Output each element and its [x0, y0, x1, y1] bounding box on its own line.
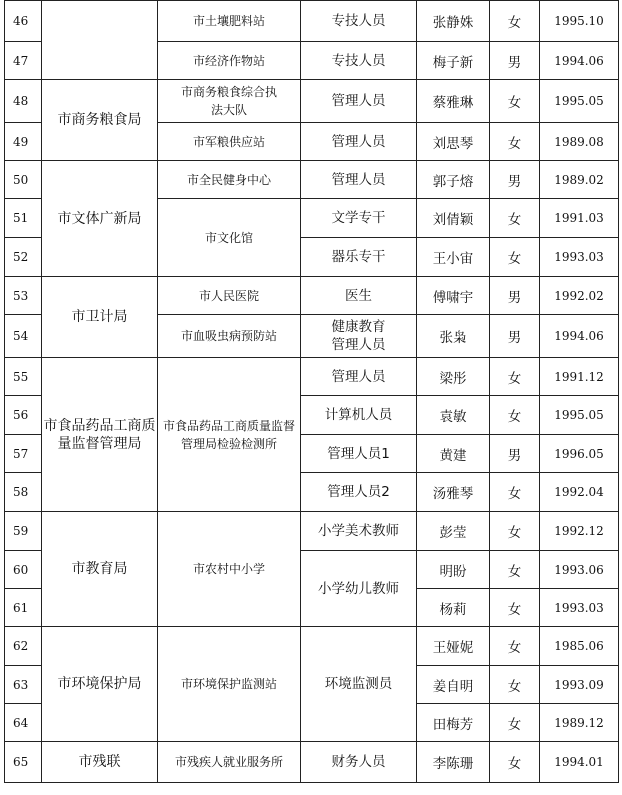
sex-cell: 女 — [490, 589, 540, 627]
birth-cell: 1993.03 — [540, 589, 619, 627]
name-cell: 王小宙 — [417, 238, 490, 277]
name-cell: 傅啸宇 — [417, 277, 490, 315]
name-cell: 姜自明 — [417, 666, 490, 704]
unit-cell: 市人民医院 — [158, 277, 301, 315]
table-row — [5, 742, 619, 783]
name-cell: 蔡雅琳 — [417, 80, 490, 123]
row-number: 52 — [5, 238, 42, 277]
name-cell: 袁敏 — [417, 396, 490, 435]
name-cell: 王娅妮 — [417, 627, 490, 666]
birth-cell: 1996.05 — [540, 435, 619, 473]
birth-cell: 1989.08 — [540, 123, 619, 161]
unit-cell: 市农村中小学 — [158, 512, 301, 627]
sex-cell: 女 — [490, 396, 540, 435]
unit-cell: 市土壤肥料站 — [158, 1, 301, 42]
birth-cell: 1994.06 — [540, 42, 619, 80]
department-cell: 市文体广新局 — [42, 161, 158, 277]
row-number: 64 — [5, 704, 42, 742]
sex-cell: 女 — [490, 358, 540, 396]
post-cell: 计算机人员 — [301, 396, 417, 435]
table-row — [5, 512, 619, 551]
sex-cell: 女 — [490, 1, 540, 42]
table-row — [5, 358, 619, 396]
table-row — [5, 80, 619, 123]
birth-cell: 1991.12 — [540, 358, 619, 396]
sex-cell: 女 — [490, 666, 540, 704]
post-cell: 环境监测员 — [301, 627, 417, 742]
name-cell: 杨莉 — [417, 589, 490, 627]
post-cell: 健康教育管理人员 — [301, 315, 417, 358]
name-cell: 郭子熔 — [417, 161, 490, 199]
sex-cell: 男 — [490, 277, 540, 315]
name-cell: 刘思琴 — [417, 123, 490, 161]
row-number: 59 — [5, 512, 42, 551]
sex-cell: 女 — [490, 627, 540, 666]
post-cell: 管理人员 — [301, 123, 417, 161]
birth-cell: 1993.09 — [540, 666, 619, 704]
unit-cell: 市军粮供应站 — [158, 123, 301, 161]
birth-cell: 1995.05 — [540, 396, 619, 435]
birth-cell: 1992.04 — [540, 473, 619, 512]
unit-cell: 市文化馆 — [158, 199, 301, 277]
birth-cell: 1985.06 — [540, 627, 619, 666]
sex-cell: 女 — [490, 512, 540, 551]
department-cell: 市卫计局 — [42, 277, 158, 358]
table-row — [5, 277, 619, 315]
post-cell: 管理人员1 — [301, 435, 417, 473]
row-number: 49 — [5, 123, 42, 161]
post-cell: 管理人员 — [301, 161, 417, 199]
sex-cell: 女 — [490, 551, 540, 589]
department-cell: 市环境保护局 — [42, 627, 158, 742]
unit-cell: 市商务粮食综合执法大队 — [158, 80, 301, 123]
unit-cell: 市全民健身中心 — [158, 161, 301, 199]
department-cell: 市商务粮食局 — [42, 80, 158, 161]
birth-cell: 1989.02 — [540, 161, 619, 199]
row-number: 54 — [5, 315, 42, 358]
post-cell: 器乐专干 — [301, 238, 417, 277]
name-cell: 汤雅琴 — [417, 473, 490, 512]
row-number: 57 — [5, 435, 42, 473]
personnel-table — [4, 0, 619, 783]
unit-cell: 市食品药品工商质量监督管理局检验检测所 — [158, 358, 301, 512]
name-cell: 刘倩颖 — [417, 199, 490, 238]
birth-cell: 1991.03 — [540, 199, 619, 238]
row-number: 58 — [5, 473, 42, 512]
sex-cell: 男 — [490, 161, 540, 199]
sex-cell: 男 — [490, 315, 540, 358]
unit-cell: 市环境保护监测站 — [158, 627, 301, 742]
row-number: 60 — [5, 551, 42, 589]
birth-cell: 1994.01 — [540, 742, 619, 783]
table-row — [5, 627, 619, 666]
post-cell: 专技人员 — [301, 42, 417, 80]
sex-cell: 男 — [490, 435, 540, 473]
post-cell: 小学美术教师 — [301, 512, 417, 551]
name-cell: 明盼 — [417, 551, 490, 589]
row-number: 51 — [5, 199, 42, 238]
sex-cell: 男 — [490, 42, 540, 80]
row-number: 61 — [5, 589, 42, 627]
post-cell: 小学幼儿教师 — [301, 551, 417, 627]
sex-cell: 女 — [490, 704, 540, 742]
birth-cell: 1989.12 — [540, 704, 619, 742]
row-number: 46 — [5, 1, 42, 42]
name-cell: 梅子新 — [417, 42, 490, 80]
birth-cell: 1995.05 — [540, 80, 619, 123]
row-number: 48 — [5, 80, 42, 123]
row-number: 62 — [5, 627, 42, 666]
department-cell: 市残联 — [42, 742, 158, 783]
post-cell: 管理人员2 — [301, 473, 417, 512]
birth-cell: 1992.02 — [540, 277, 619, 315]
department-cell: 市教育局 — [42, 512, 158, 627]
sex-cell: 女 — [490, 123, 540, 161]
birth-cell: 1993.06 — [540, 551, 619, 589]
row-number: 56 — [5, 396, 42, 435]
name-cell: 田梅芳 — [417, 704, 490, 742]
post-cell: 管理人员 — [301, 80, 417, 123]
row-number: 50 — [5, 161, 42, 199]
post-cell: 医生 — [301, 277, 417, 315]
sex-cell: 女 — [490, 199, 540, 238]
table-row — [5, 161, 619, 199]
name-cell: 张静姝 — [417, 1, 490, 42]
row-number: 55 — [5, 358, 42, 396]
unit-cell: 市血吸虫病预防站 — [158, 315, 301, 358]
post-cell: 财务人员 — [301, 742, 417, 783]
sex-cell: 女 — [490, 742, 540, 783]
unit-cell: 市经济作物站 — [158, 42, 301, 80]
sex-cell: 女 — [490, 80, 540, 123]
row-number: 47 — [5, 42, 42, 80]
department-cell: 市食品药品工商质量监督管理局 — [42, 358, 158, 512]
birth-cell: 1993.03 — [540, 238, 619, 277]
row-number: 65 — [5, 742, 42, 783]
row-number: 53 — [5, 277, 42, 315]
name-cell: 张枭 — [417, 315, 490, 358]
name-cell: 彭莹 — [417, 512, 490, 551]
name-cell: 黄建 — [417, 435, 490, 473]
post-cell: 专技人员 — [301, 1, 417, 42]
name-cell: 李陈珊 — [417, 742, 490, 783]
birth-cell: 1995.10 — [540, 1, 619, 42]
post-cell: 文学专干 — [301, 199, 417, 238]
post-cell: 管理人员 — [301, 358, 417, 396]
unit-cell: 市残疾人就业服务所 — [158, 742, 301, 783]
birth-cell: 1994.06 — [540, 315, 619, 358]
department-cell — [42, 1, 158, 80]
table-row — [5, 1, 619, 42]
row-number: 63 — [5, 666, 42, 704]
sex-cell: 女 — [490, 473, 540, 512]
birth-cell: 1992.12 — [540, 512, 619, 551]
name-cell: 梁彤 — [417, 358, 490, 396]
sex-cell: 女 — [490, 238, 540, 277]
